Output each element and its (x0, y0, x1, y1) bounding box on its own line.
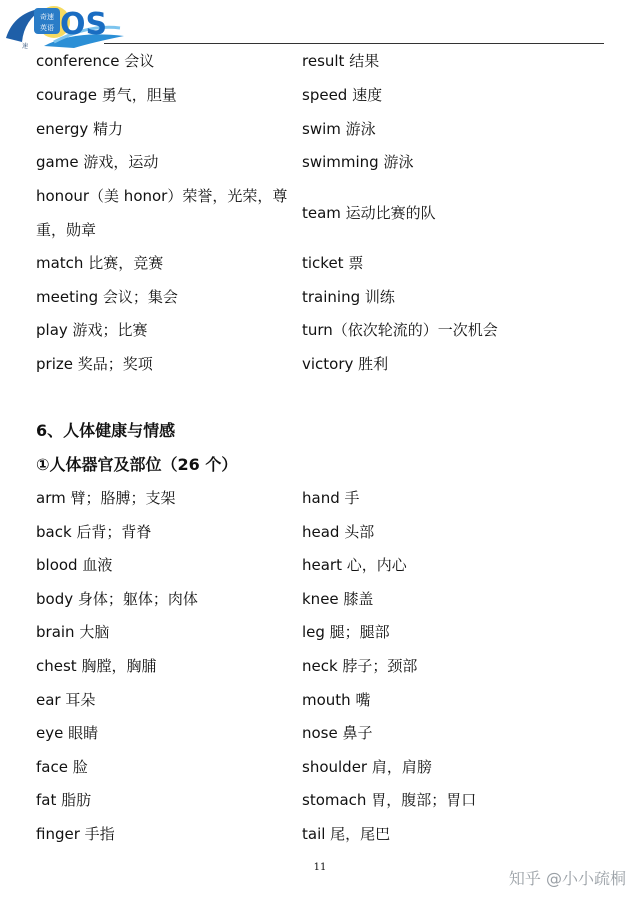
vocab-list-top (36, 45, 606, 382)
vocab-row (36, 616, 606, 650)
vocab-right: mouth 嘴 (302, 690, 371, 709)
vocab-left: game 游戏，运动 (36, 153, 159, 171)
header-rule (104, 43, 604, 44)
vocab-row (36, 113, 606, 146)
vocab-right: shoulder 肩，肩膀 (302, 757, 432, 776)
vocab-row (36, 45, 606, 79)
vocab-list-body (36, 482, 606, 852)
vocab-right: head 头部 (302, 522, 375, 541)
section-subtitle: ①人体器官及部位（26 个） (36, 455, 238, 474)
vocab-left: match 比赛，竞赛 (36, 254, 164, 272)
vocab-row (36, 281, 606, 314)
vocab-left: back 后背；背脊 (36, 522, 152, 541)
vocab-right: heart 心，内心 (302, 556, 407, 575)
logo-badge-bottom: 英语 (40, 24, 54, 32)
vocab-left: arm 臂；胳膊；支架 (36, 489, 176, 507)
vocab-left: prize 奖品；奖项 (36, 355, 153, 373)
vocab-right: victory 胜利 (302, 355, 389, 373)
vocab-right: turn（依次轮流的）一次机会 (302, 321, 498, 339)
vocab-right: stomach 胃，腹部；胃口 (302, 791, 477, 810)
vocab-right: speed 速度 (302, 86, 383, 104)
logo-sub: 速 (22, 43, 29, 50)
vocab-row (36, 583, 606, 617)
vocab-right: hand 手 (302, 489, 360, 507)
vocab-row (36, 751, 606, 785)
watermark: 知乎 @小小疏桐 (508, 869, 626, 888)
vocab-row (36, 314, 606, 348)
vocab-left: ear 耳朵 (36, 690, 96, 709)
vocab-left: courage 勇气，胆量 (36, 86, 177, 104)
vocab-left: conference 会议 (36, 52, 155, 70)
logo-text: OS (60, 7, 108, 42)
vocab-left: fat 脂肪 (36, 791, 92, 810)
vocab-row (36, 348, 606, 382)
vocab-row (36, 784, 606, 818)
vocab-row (36, 482, 606, 516)
vocab-left: energy 精力 (36, 120, 124, 138)
vocab-row (36, 650, 606, 684)
vocab-right: knee 膝盖 (302, 589, 374, 608)
vocab-left: eye 眼睛 (36, 724, 99, 743)
vocab-left: body 身体；躯体；肉体 (36, 589, 198, 608)
vocab-row (36, 180, 606, 247)
vocab-left: meeting 会议；集会 (36, 288, 178, 306)
vocab-row (36, 146, 606, 180)
vocab-left: play 游戏；比赛 (36, 321, 148, 339)
vocab-row (36, 818, 606, 852)
vocab-right: swimming 游泳 (302, 153, 414, 171)
vocab-left: honour（美 honor）荣誉，光荣，尊重，勋章 (36, 187, 288, 239)
vocab-left: blood 血液 (36, 556, 113, 575)
vocab-row (36, 247, 606, 281)
vocab-right: training 训练 (302, 288, 395, 306)
vocab-row (36, 79, 606, 113)
page-number: 11 (313, 862, 327, 873)
vocab-right: swim 游泳 (302, 120, 376, 138)
vocab-left: chest 胸膛，胸脯 (36, 656, 157, 675)
vocab-right: team 运动比赛的队 (302, 204, 436, 222)
vocab-left: finger 手指 (36, 824, 115, 843)
vocab-row (36, 549, 606, 583)
vocab-row (36, 717, 606, 751)
section-title: 6、人体健康与情感 (36, 421, 176, 440)
vocab-right: leg 腿；腿部 (302, 623, 390, 642)
vocab-right: neck 脖子；颈部 (302, 656, 418, 675)
vocab-right: tail 尾，尾巴 (302, 824, 391, 843)
logo-badge-top: 奇速 (40, 13, 54, 21)
vocab-right: result 结果 (302, 52, 380, 70)
vocab-row (36, 684, 606, 718)
vocab-row (36, 516, 606, 550)
vocab-right: nose 鼻子 (302, 724, 373, 743)
vocab-left: brain 大脑 (36, 623, 110, 642)
vocab-right: ticket 票 (302, 254, 364, 272)
vocab-left: face 脸 (36, 757, 88, 776)
